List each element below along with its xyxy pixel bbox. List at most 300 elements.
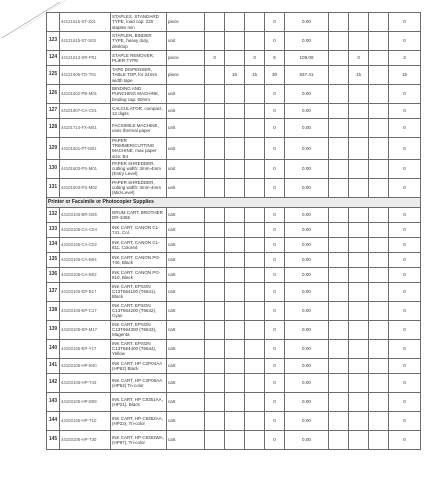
- q2-cell: [225, 32, 245, 51]
- q4-cell: [349, 373, 369, 392]
- remaining-cell: 0: [389, 85, 421, 104]
- total-quantity-cell: 0: [265, 222, 285, 237]
- item-number-cell: [47, 13, 60, 32]
- unit-cell: unit: [167, 159, 205, 178]
- q2-cell: [225, 267, 245, 282]
- blank-cell: [329, 373, 349, 392]
- item-number-cell: 144: [47, 411, 60, 430]
- item-number-cell: 140: [47, 339, 60, 358]
- item-number-cell: 128: [47, 119, 60, 138]
- q4-cell: [349, 358, 369, 373]
- item-number-cell: 127: [47, 104, 60, 119]
- q1-cell: [205, 237, 225, 252]
- item-description-cell: INK CART, HP C9352AA, (HP22), Tri-color: [111, 411, 167, 430]
- q5-cell: [369, 13, 389, 32]
- q3-cell: [245, 207, 265, 222]
- remaining-cell: 0: [389, 119, 421, 138]
- amount-cell: 0.00: [285, 320, 329, 339]
- blank-cell: [329, 13, 349, 32]
- item-number-cell: 145: [47, 430, 60, 449]
- table-row: [47, 358, 421, 373]
- unit-cell: piece: [167, 66, 205, 85]
- q1-cell: [205, 282, 225, 301]
- q2-cell: [225, 301, 245, 320]
- blank-cell: [329, 51, 349, 66]
- q4-cell: [349, 159, 369, 178]
- unit-cell: cart: [167, 339, 205, 358]
- q4-cell: [349, 252, 369, 267]
- amount-cell: 0.00: [285, 85, 329, 104]
- q4-cell: [349, 207, 369, 222]
- item-number-cell: 143: [47, 392, 60, 411]
- q3-cell: [245, 358, 265, 373]
- item-description-cell: STAPLE REMOVER, PLIER-TYPE: [111, 51, 167, 66]
- amount-cell: 0.00: [285, 430, 329, 449]
- remaining-cell: 0: [389, 13, 421, 32]
- total-quantity-cell: 0: [265, 373, 285, 392]
- q1-cell: [205, 66, 225, 85]
- q4-cell: [349, 392, 369, 411]
- q5-cell: [369, 320, 389, 339]
- amount-cell: 0.00: [285, 104, 329, 119]
- item-description-cell: BINDING AND PUNCHING MACHINE, binding cap: 50mm: [111, 85, 167, 104]
- total-quantity-cell: 0: [265, 32, 285, 51]
- amount-cell: 0.00: [285, 301, 329, 320]
- q4-cell: [349, 282, 369, 301]
- q5-cell: [369, 66, 389, 85]
- q2-cell: [225, 178, 245, 197]
- amount-cell: 109.08: [285, 51, 329, 66]
- unit-cell: unit: [167, 138, 205, 160]
- amount-cell: 0.00: [285, 373, 329, 392]
- q1-cell: [205, 85, 225, 104]
- item-code-cell: 44103105-HP-B09: [60, 392, 111, 411]
- table-row: [47, 13, 421, 32]
- table-row: [47, 207, 421, 222]
- q2-cell: [225, 411, 245, 430]
- item-number-cell: 135: [47, 252, 60, 267]
- q5-cell: [369, 411, 389, 430]
- remaining-cell: 0: [389, 237, 421, 252]
- q3-cell: [245, 32, 265, 51]
- item-code-cell: 44103105-EP-C17: [60, 301, 111, 320]
- unit-cell: unit: [167, 32, 205, 51]
- item-description-cell: INK CART, HP C9351AA, (HP21), Black: [111, 392, 167, 411]
- item-code-cell: 44103105-HP-B40: [60, 358, 111, 373]
- item-description-cell: CALCULATOR, compact, 12 digits: [111, 104, 167, 119]
- q3-cell: [245, 339, 265, 358]
- remaining-cell: 0: [389, 207, 421, 222]
- q1-cell: [205, 252, 225, 267]
- q5-cell: [369, 358, 389, 373]
- q1-cell: [205, 392, 225, 411]
- unit-cell: cart: [167, 373, 205, 392]
- q1-cell: [205, 222, 225, 237]
- total-quantity-cell: 0: [265, 237, 285, 252]
- q3-cell: [245, 320, 265, 339]
- q5-cell: [369, 339, 389, 358]
- total-quantity-cell: 6: [265, 51, 285, 66]
- q5-cell: [369, 237, 389, 252]
- q5-cell: [369, 85, 389, 104]
- remaining-cell: 15: [389, 66, 421, 85]
- q4-cell: [349, 119, 369, 138]
- remaining-cell: 3: [389, 51, 421, 66]
- amount-cell: 0.00: [285, 392, 329, 411]
- total-quantity-cell: 0: [265, 252, 285, 267]
- remaining-cell: 0: [389, 392, 421, 411]
- q2-cell: [225, 430, 245, 449]
- q4-cell: [349, 178, 369, 197]
- q2-cell: 15: [225, 66, 245, 85]
- total-quantity-cell: 0: [265, 358, 285, 373]
- item-description-cell: INK CART, CANON PG-810, Black: [111, 267, 167, 282]
- unit-cell: cart: [167, 430, 205, 449]
- item-number-cell: 131: [47, 178, 60, 197]
- q3-cell: [245, 13, 265, 32]
- q3-cell: [245, 222, 265, 237]
- q5-cell: [369, 138, 389, 160]
- q2-cell: [225, 13, 245, 32]
- item-description-cell: INK CART, HP C2P06AA (HP62) Tri-color: [111, 373, 167, 392]
- item-code-cell: 44103105-CA-C02: [60, 237, 111, 252]
- q1-cell: [205, 178, 225, 197]
- item-number-cell: 139: [47, 320, 60, 339]
- q3-cell: [245, 104, 265, 119]
- item-number-cell: 137: [47, 282, 60, 301]
- q1-cell: [205, 267, 225, 282]
- amount-cell: 0.00: [285, 13, 329, 32]
- blank-cell: [329, 237, 349, 252]
- remaining-cell: 0: [389, 138, 421, 160]
- q3-cell: [245, 301, 265, 320]
- table-row: [47, 104, 421, 119]
- table-row: [47, 252, 421, 267]
- total-quantity-cell: 0: [265, 320, 285, 339]
- item-code-cell: 44103105-HP-T43: [60, 373, 111, 392]
- blank-cell: [329, 301, 349, 320]
- q3-cell: 3: [245, 51, 265, 66]
- item-number-cell: 123: [47, 32, 60, 51]
- q3-cell: [245, 178, 265, 197]
- procurement-sheet: [46, 12, 420, 450]
- q2-cell: [225, 119, 245, 138]
- q3-cell: [245, 411, 265, 430]
- item-description-cell: TAPE DISPENSER, TABLE TOP, for 24mm width tape: [111, 66, 167, 85]
- unit-cell: cart: [167, 301, 205, 320]
- table-row: [47, 66, 421, 85]
- item-code-cell: 44101603-PS-M02: [60, 178, 111, 197]
- q3-cell: 15: [245, 66, 265, 85]
- amount-cell: 837.41: [285, 66, 329, 85]
- q5-cell: [369, 430, 389, 449]
- unit-cell: cart: [167, 237, 205, 252]
- item-number-cell: 132: [47, 207, 60, 222]
- item-number-cell: 129: [47, 138, 60, 160]
- amount-cell: 0.00: [285, 339, 329, 358]
- q4-cell: [349, 320, 369, 339]
- q3-cell: [245, 430, 265, 449]
- q2-cell: [225, 282, 245, 301]
- item-number-cell: 136: [47, 267, 60, 282]
- item-code-cell: 44101807-CA-C01: [60, 104, 111, 119]
- item-number-cell: 142: [47, 373, 60, 392]
- q4-cell: [349, 104, 369, 119]
- unit-cell: cart: [167, 358, 205, 373]
- remaining-cell: 0: [389, 104, 421, 119]
- total-quantity-cell: 0: [265, 159, 285, 178]
- category-row: [47, 197, 421, 207]
- unit-cell: cart: [167, 222, 205, 237]
- q5-cell: [369, 392, 389, 411]
- item-description-cell: STAPLER, BINDER TYPE, heavy duty, desktop: [111, 32, 167, 51]
- remaining-cell: 0: [389, 267, 421, 282]
- unit-cell: unit: [167, 104, 205, 119]
- q1-cell: [205, 411, 225, 430]
- amount-cell: 0.00: [285, 222, 329, 237]
- q1-cell: [205, 159, 225, 178]
- item-code-cell: 44101602-PB-M01: [60, 85, 111, 104]
- q5-cell: [369, 51, 389, 66]
- remaining-cell: 0: [389, 358, 421, 373]
- q3-cell: [245, 85, 265, 104]
- unit-cell: cart: [167, 207, 205, 222]
- q3-cell: [245, 119, 265, 138]
- table-row: [47, 392, 421, 411]
- q4-cell: [349, 267, 369, 282]
- table-row: [47, 159, 421, 178]
- q2-cell: [225, 85, 245, 104]
- item-description-cell: INK CART, EPSON C13T664300 (T6643), Magenta: [111, 320, 167, 339]
- q5-cell: [369, 282, 389, 301]
- blank-cell: [329, 411, 349, 430]
- q4-cell: [349, 13, 369, 32]
- item-code-cell: 44103105-CA-B04: [60, 252, 111, 267]
- item-code-cell: 44121613-SR-P01: [60, 51, 111, 66]
- q5-cell: [369, 267, 389, 282]
- q1-cell: [205, 430, 225, 449]
- amount-cell: 0.00: [285, 207, 329, 222]
- supplies-table: [46, 12, 421, 450]
- total-quantity-cell: 0: [265, 430, 285, 449]
- total-quantity-cell: 0: [265, 104, 285, 119]
- unit-cell: cart: [167, 282, 205, 301]
- blank-cell: [329, 119, 349, 138]
- item-description-cell: INK CART, CANON PG-740, Black: [111, 252, 167, 267]
- table-row: [47, 85, 421, 104]
- total-quantity-cell: 0: [265, 138, 285, 160]
- unit-cell: piece: [167, 51, 205, 66]
- q4-cell: [349, 430, 369, 449]
- blank-cell: [329, 339, 349, 358]
- unit-cell: cart: [167, 252, 205, 267]
- item-code-cell: 44103105-BR-D05: [60, 207, 111, 222]
- table-row: [47, 411, 421, 430]
- item-code-cell: 44103105-EP-M17: [60, 320, 111, 339]
- unit-cell: cart: [167, 411, 205, 430]
- amount-cell: 0.00: [285, 282, 329, 301]
- item-number-cell: 126: [47, 85, 60, 104]
- item-code-cell: 44121605-TD-T01: [60, 66, 111, 85]
- q5-cell: [369, 32, 389, 51]
- q3-cell: [245, 138, 265, 160]
- table-row: [47, 178, 421, 197]
- total-quantity-cell: 0: [265, 282, 285, 301]
- table-row: [47, 51, 421, 66]
- amount-cell: 0.00: [285, 119, 329, 138]
- q4-cell: [349, 301, 369, 320]
- blank-cell: [329, 66, 349, 85]
- blank-cell: [329, 207, 349, 222]
- item-code-cell: 44103105-HP-T30: [60, 430, 111, 449]
- q3-cell: [245, 282, 265, 301]
- blank-cell: [329, 159, 349, 178]
- q1-cell: [205, 358, 225, 373]
- item-description-cell: INK CART, CANON CL-741, Col.: [111, 222, 167, 237]
- blank-cell: [329, 252, 349, 267]
- q4-cell: [349, 339, 369, 358]
- blank-cell: [329, 178, 349, 197]
- q1-cell: [205, 373, 225, 392]
- table-row: [47, 301, 421, 320]
- amount-cell: 0.00: [285, 237, 329, 252]
- q5-cell: [369, 207, 389, 222]
- table-row: [47, 282, 421, 301]
- total-quantity-cell: 0: [265, 178, 285, 197]
- item-code-cell: 44103105-CA-B02: [60, 267, 111, 282]
- table-row: [47, 430, 421, 449]
- blank-cell: [329, 320, 349, 339]
- q1-cell: [205, 138, 225, 160]
- remaining-cell: 0: [389, 301, 421, 320]
- blank-cell: [329, 85, 349, 104]
- blank-cell: [329, 392, 349, 411]
- amount-cell: 0.00: [285, 252, 329, 267]
- q4-cell: [349, 222, 369, 237]
- q3-cell: [245, 392, 265, 411]
- q1-cell: [205, 32, 225, 51]
- category-label: Printer or Facsimile or Photocopier Supplies: [47, 197, 421, 207]
- q1-cell: [205, 339, 225, 358]
- remaining-cell: 0: [389, 339, 421, 358]
- table-row: [47, 119, 421, 138]
- q5-cell: [369, 301, 389, 320]
- q1-cell: [205, 119, 225, 138]
- remaining-cell: 0: [389, 32, 421, 51]
- unit-cell: unit: [167, 119, 205, 138]
- total-quantity-cell: 0: [265, 301, 285, 320]
- q4-cell: [349, 138, 369, 160]
- item-description-cell: INK CART, EPSON C13T664100 (T6641), Black: [111, 282, 167, 301]
- item-description-cell: INK CART, EPSON C13T664400 (T6644), Yellow: [111, 339, 167, 358]
- item-description-cell: STAPLES, STANDARD TYPE, load cap: 220 staples min: [111, 13, 167, 32]
- q3-cell: [245, 159, 265, 178]
- unit-cell: cart: [167, 320, 205, 339]
- item-number-cell: 124: [47, 51, 60, 66]
- q4-cell: [349, 32, 369, 51]
- q1-cell: [205, 320, 225, 339]
- remaining-cell: 0: [389, 320, 421, 339]
- total-quantity-cell: 0: [265, 339, 285, 358]
- total-quantity-cell: 0: [265, 13, 285, 32]
- blank-cell: [329, 104, 349, 119]
- q2-cell: [225, 320, 245, 339]
- item-number-cell: 141: [47, 358, 60, 373]
- table-row: [47, 320, 421, 339]
- q1-cell: 3: [205, 51, 225, 66]
- amount-cell: 0.00: [285, 32, 329, 51]
- q4-cell: [349, 411, 369, 430]
- item-code-cell: 44121615-ST-S01: [60, 13, 111, 32]
- item-code-cell: 44103105-HP-T10: [60, 411, 111, 430]
- q1-cell: [205, 13, 225, 32]
- table-row: [47, 373, 421, 392]
- amount-cell: 0.00: [285, 358, 329, 373]
- total-quantity-cell: 0: [265, 392, 285, 411]
- remaining-cell: 0: [389, 411, 421, 430]
- remaining-cell: 0: [389, 373, 421, 392]
- item-description-cell: INK CART, HP C9363WA, (HP97), Tri-color: [111, 430, 167, 449]
- item-code-cell: 44101603-PS-M01: [60, 159, 111, 178]
- q3-cell: [245, 237, 265, 252]
- blank-cell: [329, 430, 349, 449]
- remaining-cell: 0: [389, 252, 421, 267]
- item-description-cell: INK CART, CANON CL-811, Colored: [111, 237, 167, 252]
- remaining-cell: 0: [389, 282, 421, 301]
- item-description-cell: FACSIMILE MACHINE, uses thermal paper: [111, 119, 167, 138]
- q2-cell: [225, 207, 245, 222]
- amount-cell: 0.00: [285, 267, 329, 282]
- q5-cell: [369, 222, 389, 237]
- table-row: [47, 237, 421, 252]
- unit-cell: cart: [167, 267, 205, 282]
- q5-cell: [369, 252, 389, 267]
- table-row: [47, 339, 421, 358]
- unit-cell: piece: [167, 13, 205, 32]
- q5-cell: [369, 373, 389, 392]
- remaining-cell: 0: [389, 430, 421, 449]
- item-code-cell: 44103105-EP-B17: [60, 282, 111, 301]
- q3-cell: [245, 267, 265, 282]
- blank-cell: [329, 267, 349, 282]
- item-number-cell: 138: [47, 301, 60, 320]
- blank-cell: [329, 138, 349, 160]
- table-row: [47, 222, 421, 237]
- unit-cell: cart: [167, 392, 205, 411]
- q2-cell: [225, 104, 245, 119]
- total-quantity-cell: 0: [265, 207, 285, 222]
- q2-cell: [225, 339, 245, 358]
- q2-cell: [225, 237, 245, 252]
- table-row: [47, 32, 421, 51]
- q5-cell: [369, 104, 389, 119]
- q5-cell: [369, 159, 389, 178]
- item-code-cell: 44121615-ST-S03: [60, 32, 111, 51]
- q4-cell: [349, 237, 369, 252]
- q2-cell: [225, 159, 245, 178]
- item-description-cell: PAPER TRIMMER/CUTTING MACHINE, max paper size: B4: [111, 138, 167, 160]
- remaining-cell: 0: [389, 222, 421, 237]
- amount-cell: 0.00: [285, 178, 329, 197]
- q1-cell: [205, 301, 225, 320]
- q4-cell: 3: [349, 51, 369, 66]
- table-row: [47, 138, 421, 160]
- q2-cell: [225, 222, 245, 237]
- total-quantity-cell: 0: [265, 119, 285, 138]
- item-description-cell: PAPER SHREDDER, cutting width: 3mm-4mm (Mid-Level): [111, 178, 167, 197]
- item-code-cell: 44101714-FX-M01: [60, 119, 111, 138]
- total-quantity-cell: 0: [265, 411, 285, 430]
